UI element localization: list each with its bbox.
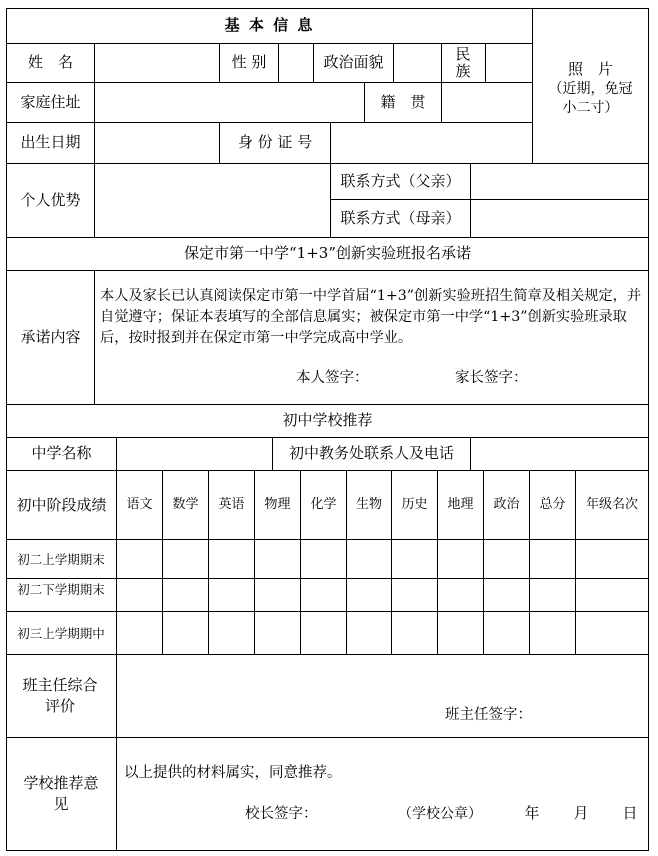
parent-signature-label: 家长签字： — [455, 369, 528, 386]
mother-contact-label: 联系方式（母亲） — [340, 208, 461, 227]
name-field[interactable] — [95, 44, 219, 82]
personal-strength-field[interactable] — [95, 164, 330, 237]
politics-field[interactable] — [394, 44, 441, 82]
subject-header: 政治 — [493, 496, 520, 512]
date-month-label: 月 — [573, 804, 589, 823]
subject-header: 物理 — [264, 496, 291, 512]
pledge-text: 本人及家长已认真阅读保定市第一中学首届“1+3”创新实验班招生简章及相关规定，并自觉遵守；保证本表填写的全部信息属实；被保定市第一中学“1+3”创新实验班录取后，按时报到并在保定市第一中学完成高中学业。 — [100, 288, 642, 346]
term-label: 初二下学期期末 — [17, 582, 105, 597]
photo-note: （近期，免冠小二寸） — [548, 80, 633, 116]
subject-header: 语文 — [126, 496, 153, 512]
pledge-label: 承诺内容 — [20, 327, 81, 346]
photo-title: 照 片 — [567, 60, 613, 79]
native-place-field[interactable] — [442, 83, 532, 122]
pledge-title: 保定市第一中学“1+3”创新实验班报名承诺 — [184, 244, 471, 263]
teacher-evaluation-label: 班主任综合评价 — [22, 676, 98, 715]
subject-header: 总分 — [539, 496, 566, 512]
name-label: 姓 名 — [27, 53, 73, 72]
subject-header: 英语 — [218, 496, 245, 512]
basic-info-title: 基 本 信 息 — [224, 16, 315, 35]
ethnicity-label: 民族 — [455, 45, 471, 80]
photo-box[interactable] — [533, 9, 648, 163]
politics-label: 政治面貌 — [323, 53, 384, 72]
term-label: 初三上学期期中 — [17, 625, 105, 641]
address-label: 家庭住址 — [20, 92, 81, 111]
school-contact-field[interactable] — [471, 438, 648, 470]
school-name-label: 中学名称 — [31, 444, 92, 463]
birth-date-label: 出生日期 — [20, 133, 81, 152]
ethnicity-field[interactable] — [486, 44, 532, 82]
school-seal-label: （学校公章） — [398, 805, 482, 822]
self-signature-label: 本人签字： — [296, 369, 369, 386]
gender-field[interactable] — [279, 44, 313, 82]
id-number-label: 身 份 证 号 — [237, 133, 313, 152]
subject-header: 历史 — [401, 496, 428, 512]
subject-header: 数学 — [172, 496, 199, 512]
teacher-evaluation-field[interactable] — [117, 655, 648, 737]
subject-header: 地理 — [447, 496, 474, 512]
school-opinion-label: 学校推荐意见 — [23, 774, 99, 813]
date-day-label: 日 — [622, 804, 638, 823]
native-place-label: 籍 贯 — [380, 92, 426, 111]
gender-label: 性 别 — [231, 53, 267, 72]
subject-header: 年级名次 — [585, 496, 638, 512]
grades-label: 初中阶段成绩 — [16, 496, 107, 514]
id-number-field[interactable] — [331, 123, 532, 163]
recommend-title: 初中学校推荐 — [282, 411, 373, 430]
subject-header: 化学 — [310, 496, 337, 512]
father-contact-label: 联系方式（父亲） — [340, 171, 461, 190]
subject-header: 生物 — [355, 496, 382, 512]
teacher-signature-label: 班主任签字： — [445, 706, 532, 723]
personal-strength-label: 个人优势 — [20, 190, 81, 209]
address-field[interactable] — [95, 83, 364, 122]
date-year-label: 年 — [524, 804, 540, 823]
school-contact-label: 初中教务处联系人及电话 — [288, 444, 454, 463]
mother-contact-field[interactable] — [471, 200, 648, 237]
school-name-field[interactable] — [117, 438, 272, 470]
birth-date-field[interactable] — [95, 123, 219, 163]
school-opinion-text: 以上提供的材料属实，同意推荐。 — [124, 764, 342, 781]
father-contact-field[interactable] — [471, 164, 648, 199]
principal-signature-label: 校长签字： — [245, 805, 318, 822]
term-label: 初二上学期期末 — [17, 551, 105, 567]
